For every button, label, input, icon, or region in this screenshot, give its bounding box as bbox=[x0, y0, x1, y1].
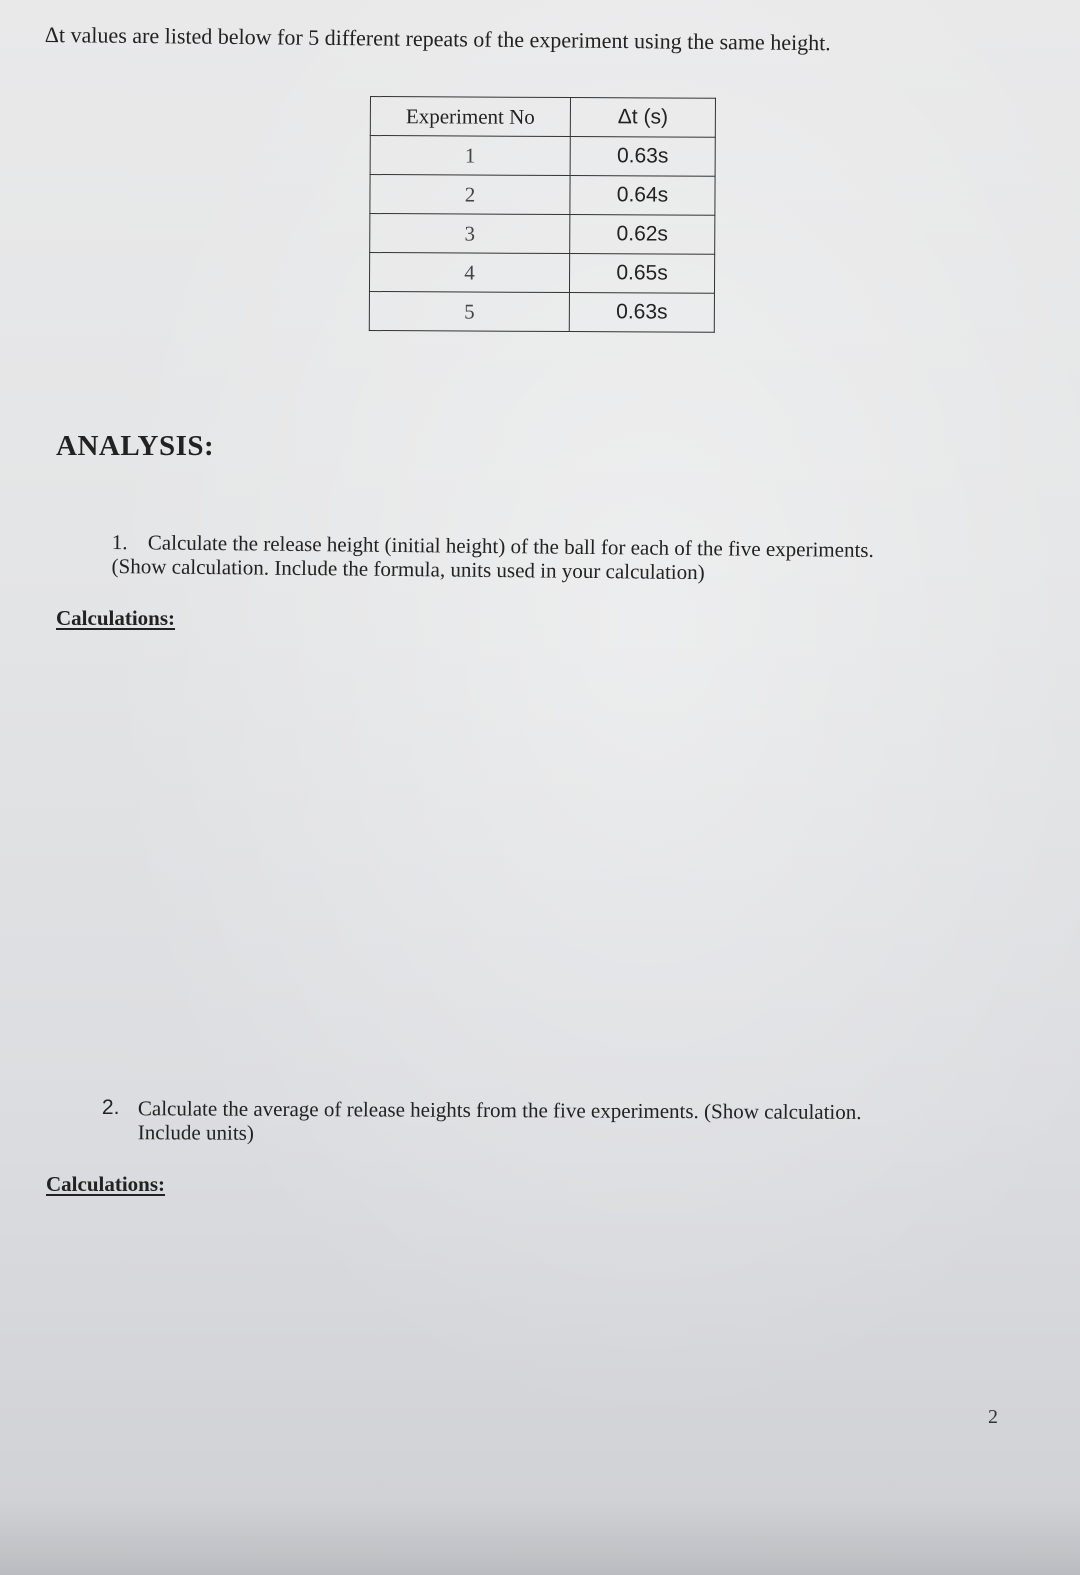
table-row bbox=[370, 214, 715, 255]
cell-delta-t: 0.65s bbox=[569, 254, 714, 294]
analysis-heading: ANALYSIS: bbox=[56, 430, 215, 462]
table-row bbox=[369, 291, 714, 332]
question-text-line: Calculate the release height (initial height) of the ball for each of the five experiments. bbox=[147, 530, 874, 562]
question-number: 1. bbox=[111, 530, 128, 555]
calculations-label: Calculations: bbox=[46, 1172, 166, 1196]
header-experiment-no: Experiment No bbox=[370, 97, 570, 137]
paper-shadow bbox=[0, 1500, 1080, 1575]
cell-delta-t: 0.63s bbox=[569, 293, 714, 333]
table-row bbox=[370, 136, 715, 177]
data-table-container bbox=[369, 96, 716, 333]
question-1 bbox=[111, 530, 873, 586]
question-text-line: Calculate the average of release heights from the five experiments. (Show calculation. bbox=[137, 1096, 862, 1124]
cell-delta-t: 0.64s bbox=[570, 176, 715, 216]
cell-experiment-no: 4 bbox=[369, 253, 569, 293]
table-row bbox=[370, 175, 715, 216]
question-text-line: (Show calculation. Include the formula, units used in your calculation) bbox=[111, 553, 705, 585]
cell-delta-t: 0.63s bbox=[570, 137, 715, 177]
question-number: 2. bbox=[101, 1096, 120, 1120]
question-2 bbox=[102, 1096, 862, 1148]
delta-t-table bbox=[369, 96, 716, 333]
page-number: 2 bbox=[988, 1406, 998, 1428]
question-text-line: Include units) bbox=[137, 1120, 254, 1145]
cell-experiment-no: 2 bbox=[370, 175, 570, 215]
intro-text: Δt values are listed below for 5 different repeats of the experiment using the same height. bbox=[44, 22, 831, 56]
cell-experiment-no: 3 bbox=[370, 214, 570, 254]
cell-delta-t: 0.62s bbox=[570, 215, 715, 255]
cell-experiment-no: 1 bbox=[370, 136, 570, 176]
cell-experiment-no: 5 bbox=[369, 291, 569, 331]
table-header-row bbox=[370, 97, 715, 138]
header-delta-t: Δt (s) bbox=[570, 98, 715, 138]
table-row bbox=[369, 253, 714, 294]
calculations-label: Calculations: bbox=[56, 606, 176, 630]
